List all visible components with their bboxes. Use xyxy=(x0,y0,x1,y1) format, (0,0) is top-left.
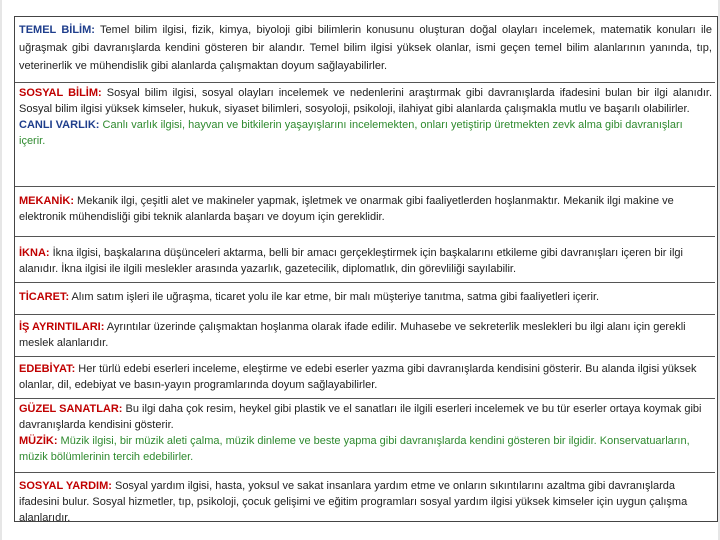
entry-text: Bu ilgi daha çok resim, heykel gibi plastik ve el sanatları ile ilgili eserleri incelemek ve bu tür eserler ortaya koymak gibi davranışlarda kendisini gösterir. xyxy=(19,403,702,431)
entry-guzel-sanatlar xyxy=(19,401,712,433)
entry-text: Mekanik ilgi, çeşitli alet ve makineler yapmak, işletmek ve onarmak gibi faaliyetlerden hoşlanmaktır. Mekanik ilgi makine ve elektronik mühendisliği gibi teknik alanlarda başarı ve doyum için gereklidir. xyxy=(19,195,674,223)
entry-sosyal-yardim xyxy=(19,478,712,526)
term-label: MÜZİK: xyxy=(19,435,58,447)
term-label: SOSYAL YARDIM: xyxy=(19,480,112,492)
section-edebiyat xyxy=(15,357,715,399)
section-temel-bilim xyxy=(15,17,715,83)
entry-text: Temel bilim ilgisi, fizik, kimya, biyoloji gibi bilimlerin konusunu oluşturan doğal olayları incelemek, matematik konuları ile uğraşmak gibi davranışlarda kendini gösteren bir alandır. Temel bilim ilgisi yüksek olanlar, ismi geçen temel bilim alanlarının yanında, tıp, veterinerlik ve mühendislik gibi alanlarda çalışmaktan doyum sağlayabilirler. xyxy=(19,24,712,72)
term-label: İKNA: xyxy=(19,247,50,259)
term-label: İŞ AYRINTILARI: xyxy=(19,321,105,333)
section-sosyal-yardim xyxy=(15,473,715,524)
section-guzel-sanatlar-muzik xyxy=(15,399,715,473)
term-label: EDEBİYAT: xyxy=(19,363,76,375)
term-label: GÜZEL SANATLAR: xyxy=(19,403,123,415)
term-label: SOSYAL BİLİM: xyxy=(19,87,102,99)
entry-text: Müzik ilgisi, bir müzik aleti çalma, müzik dinleme ve beste yapma gibi davranışlarda kendini gösteren bir ilgidir. Konservatuarların, müzik bölümlerinin tercih edebilirler. xyxy=(19,435,690,463)
entry-is-ayrintilari xyxy=(19,319,712,351)
entry-muzik xyxy=(19,433,712,465)
entry-text: Canlı varlık ilgisi, hayvan ve bitkilerin yaşayışlarını incelemekten, onları yetiştirip üretmekten zevk alma gibi davranışları içerir. xyxy=(19,119,683,147)
entry-sosyal-bilim xyxy=(19,85,712,117)
interest-areas-table xyxy=(14,16,718,522)
term-label: TEMEL BİLİM: xyxy=(19,24,95,36)
entry-ikna xyxy=(19,245,712,277)
entry-mekanik xyxy=(19,193,712,225)
entry-edebiyat xyxy=(19,361,712,393)
section-mekanik xyxy=(15,187,715,237)
entry-text: Sosyal yardım ilgisi, hasta, yoksul ve sakat insanlara yardım etme ve onların sıkıntılarını azaltma gibi davranışlarda ifadesini bulur. Sosyal hizmetler, tıp, psikoloji, çocuk gelişimi ve eğitim programları sosyal yardım ilgisi yüksek kimseler için uygun çalışma alanlarıdır. xyxy=(19,480,688,524)
term-label: MEKANİK: xyxy=(19,195,74,207)
entry-temel-bilim xyxy=(19,21,712,75)
entry-text: İkna ilgisi, başkalarına düşünceleri aktarma, belli bir amacı gerçekleştirmek için başkalarını etkileme gibi davranışları içeren bir ilgi alanıdır. İkna ilgisi ile ilgili meslekler arasında yazarlık, gazetecilik, diplomatlık, din görevliliği sayılabilir. xyxy=(19,247,683,275)
left-edge-stripe xyxy=(0,0,2,540)
section-sosyal-canli xyxy=(15,83,715,187)
section-is-ayrintilari xyxy=(15,315,715,357)
entry-text: Alım satım işleri ile uğraşma, ticaret yolu ile kar etme, bir malı müşteriye tanıtma, satma gibi faaliyetleri içerir. xyxy=(69,291,600,303)
entry-text: Her türlü edebi eserleri inceleme, eleştirme ve edebi eserler yazma gibi davranışlarda kendisini gösterir. Bu alanda ilgisi yüksek olanlar, dil, edebiyat ve basın-yayın programlarında doyum sağlayabilirler. xyxy=(19,363,697,391)
term-label: TİCARET: xyxy=(19,291,70,303)
entry-ticaret xyxy=(19,289,712,305)
section-ikna xyxy=(15,237,715,283)
section-ticaret xyxy=(15,283,715,315)
term-label: CANLI VARLIK: xyxy=(19,119,100,131)
entry-canli-varlik xyxy=(19,117,712,149)
entry-text: Sosyal bilim ilgisi, sosyal olayları incelemek ve nedenlerini araştırmak gibi davranışlarda ifadesini bulan bir ilgi alanıdır. Sosyal bilim ilgisi yüksek kimseler, hukuk, siyaset bilimleri, sosyoloji, psikoloji, ilahiyat gibi alanlarda çalışmakla mutlu ve başarılı olabilirler. xyxy=(19,87,713,115)
entry-text: Ayrıntılar üzerinde çalışmaktan hoşlanma olarak ifade edilir. Muhasebe ve sekreterlik meslekleri bu ilgi alanı için gerekli meslek alanlarıdır. xyxy=(19,321,686,349)
